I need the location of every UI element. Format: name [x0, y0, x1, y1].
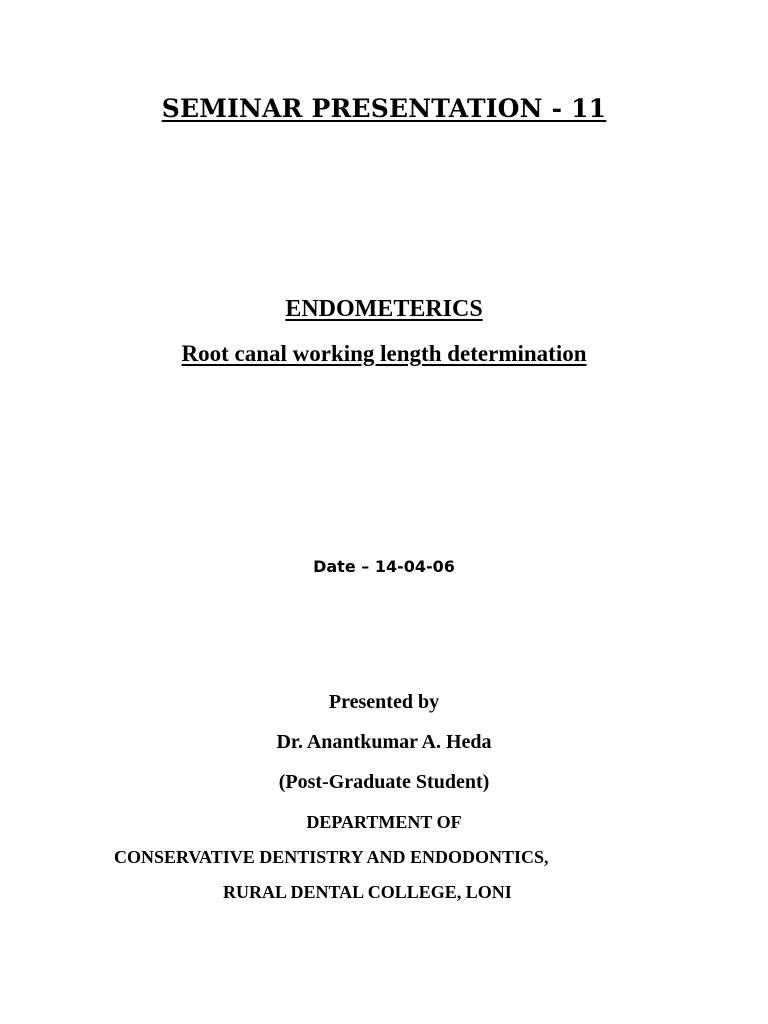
topic-title: ENDOMETERICS [285, 296, 483, 322]
seminar-title: SEMINAR PRESENTATION - 11 [161, 94, 607, 123]
presenter-role: (Post-Graduate Student) [278, 771, 490, 793]
department-label: DEPARTMENT OF [306, 812, 462, 832]
presenter-name: Dr. Anantkumar A. Heda [276, 731, 492, 753]
presented-by-label: Presented by [328, 691, 440, 713]
college-name: RURAL DENTAL COLLEGE, LONI [223, 882, 512, 902]
presentation-date: Date – 14-04-06 [313, 557, 455, 576]
topic-subtitle: Root canal working length determination [181, 341, 587, 366]
department-name: CONSERVATIVE DENTISTRY AND ENDODONTICS, [114, 847, 549, 867]
